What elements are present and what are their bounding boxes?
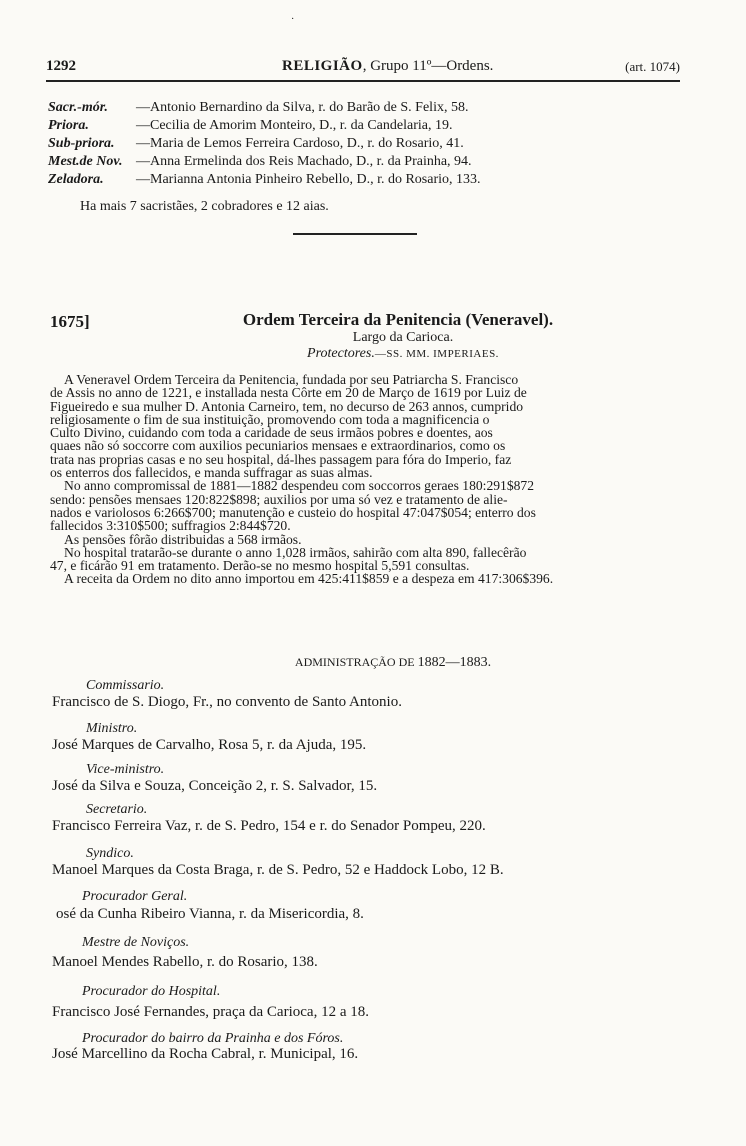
article-ref: (art. 1074) bbox=[625, 59, 680, 74]
section-location: Largo da Carioca. bbox=[352, 330, 454, 345]
paragraph-line: No anno compromissal de 1881—1882 despendeu com soccorros geraes 180:291$872 bbox=[64, 478, 535, 494]
running-group: , Grupo 11º—Ordens. bbox=[362, 58, 494, 74]
paragraph-line: de Assis no anno de 1221, e installada nesta Côrte em 20 de Março de 1619 por Luiz de bbox=[50, 385, 527, 401]
officer-entry: —Cecilia de Amorim Monteiro, D., r. da Candelaria, 19. bbox=[136, 118, 453, 133]
paragraph-line: religiosamente o fim de sua instituição, promovendo com toda a magnificencia o bbox=[50, 411, 490, 427]
officer-entry: —Anna Ermelinda dos Reis Machado, D., r. da Prainha, 94. bbox=[136, 154, 472, 169]
paragraph-line: Culto Divino, cuidando com toda a caridade de seus irmãos pobres e doentes, aos bbox=[50, 425, 493, 441]
paragraph-line: os enterros dos fallecidos, e manda suffragar as suas almas. bbox=[50, 465, 373, 481]
paragraph-line: trata nas proprias casas e no seu hospital, dá-lhes passagem para fóra do Imperio, faz bbox=[50, 451, 512, 467]
officer-role: Priora. bbox=[48, 118, 89, 133]
officer-entry: —Antonio Bernardino da Silva, r. do Barão de S. Felix, 58. bbox=[136, 100, 469, 115]
admin-person: osé da Cunha Ribeiro Vianna, r. da Misericordia, 8. bbox=[56, 906, 364, 922]
admin-role: Mestre de Noviços. bbox=[82, 935, 190, 950]
admin-role: Secretario. bbox=[86, 802, 148, 817]
section-title: Ordem Terceira da Penitencia (Veneravel). bbox=[242, 310, 554, 329]
admin-role: Syndico. bbox=[86, 846, 134, 861]
running-section: RELIGIÃO bbox=[282, 58, 363, 74]
paragraph-line: sendo: pensões mensaes 120:822$898; auxilios por uma só vez e tratamento de alie- bbox=[50, 491, 508, 507]
section-divider bbox=[293, 233, 417, 235]
paragraph-line: No hospital tratarão-se durante o anno 1,028 irmãos, sahirão com alta 890, fallecêrão bbox=[64, 544, 527, 560]
history-paragraph bbox=[50, 373, 676, 586]
protectors-value: —SS. MM. IMPERIAES. bbox=[374, 348, 499, 360]
page-number: 1292 bbox=[46, 58, 76, 74]
paragraph-line: fallecidos 3:310$500; suffragios 2:844$720. bbox=[50, 518, 291, 534]
admin-role: Vice-ministro. bbox=[86, 762, 165, 777]
paragraph-line: Figueiredo e sua mulher D. Antonia Carneiro, tem, no decurso de 263 annos, cumprido bbox=[50, 398, 524, 414]
admin-person: José Marques de Carvalho, Rosa 5, r. da Ajuda, 195. bbox=[52, 737, 367, 753]
admin-person: Manoel Mendes Rabello, r. do Rosario, 138. bbox=[52, 954, 318, 970]
admin-role: Ministro. bbox=[86, 721, 138, 736]
page-mark: · bbox=[291, 14, 295, 25]
officer-row bbox=[48, 118, 452, 134]
officer-role: Sub-priora. bbox=[48, 136, 115, 151]
extra-staff-note: Ha mais 7 sacristães, 2 cobradores e 12 aias. bbox=[80, 199, 329, 214]
protectors-label: Protectores. bbox=[307, 346, 375, 361]
paragraph-line: As pensões fôrão distribuidas a 568 irmãos. bbox=[64, 531, 302, 547]
admin-person: José da Silva e Souza, Conceição 2, r. S. Salvador, 15. bbox=[52, 778, 378, 794]
admin-person: Francisco Ferreira Vaz, r. de S. Pedro, 154 e r. do Senador Pompeu, 220. bbox=[52, 818, 486, 834]
admin-role: Procurador Geral. bbox=[82, 889, 188, 904]
officer-row bbox=[48, 100, 468, 116]
administration-label: ADMINISTRAÇÃO DE bbox=[294, 655, 415, 669]
officer-entry: —Maria de Lemos Ferreira Cardoso, D., r. do Rosario, 41. bbox=[136, 136, 464, 151]
page-header bbox=[46, 58, 680, 82]
administration-years: 1882—1883. bbox=[417, 655, 492, 670]
admin-person: Francisco José Fernandes, praça da Carioca, 12 a 18. bbox=[52, 1004, 369, 1020]
admin-role: Procurador do bairro da Prainha e dos Fóros. bbox=[82, 1031, 344, 1046]
running-title bbox=[282, 58, 493, 75]
admin-role: Commissario. bbox=[86, 678, 165, 693]
paragraph-line: quaes não só soccorre com auxilios pecuniarios mensaes e extraordinarios, como os bbox=[50, 438, 506, 454]
officer-entry: —Marianna Antonia Pinheiro Rebello, D., r. do Rosario, 133. bbox=[136, 172, 481, 187]
paragraph-line: A receita da Ordem no dito anno importou em 425:411$859 e a despeza em 417:306$396. bbox=[64, 571, 554, 587]
admin-role: Procurador do Hospital. bbox=[82, 984, 221, 999]
officer-role: Sacr.-mór. bbox=[48, 100, 108, 115]
officer-row bbox=[48, 154, 472, 170]
section-protectors bbox=[0, 346, 746, 362]
officer-role: Zeladora. bbox=[48, 172, 104, 187]
paragraph-line: nados e variolosos 6:266$700; manutenção e custeio do hospital 47:047$054; enterro dos bbox=[50, 504, 536, 520]
section-number: 1675] bbox=[50, 312, 90, 331]
paragraph-line: 47, e ficárão 91 em tratamento. Derão-se no mesmo hospital 5,591 consultas. bbox=[50, 558, 470, 574]
officer-row bbox=[48, 172, 481, 188]
paragraph-line: A Veneravel Ordem Terceira da Penitencia, fundada por seu Patriarcha S. Francisco bbox=[64, 372, 519, 387]
administration-heading bbox=[0, 655, 746, 671]
admin-person: Manoel Marques da Costa Braga, r. de S. Pedro, 52 e Haddock Lobo, 12 B. bbox=[52, 862, 504, 878]
admin-person: Francisco de S. Diogo, Fr., no convento de Santo Antonio. bbox=[52, 694, 402, 710]
admin-person: José Marcellino da Rocha Cabral, r. Municipal, 16. bbox=[52, 1046, 359, 1062]
officer-row bbox=[48, 136, 464, 152]
officer-role: Mest.de Nov. bbox=[48, 154, 123, 169]
